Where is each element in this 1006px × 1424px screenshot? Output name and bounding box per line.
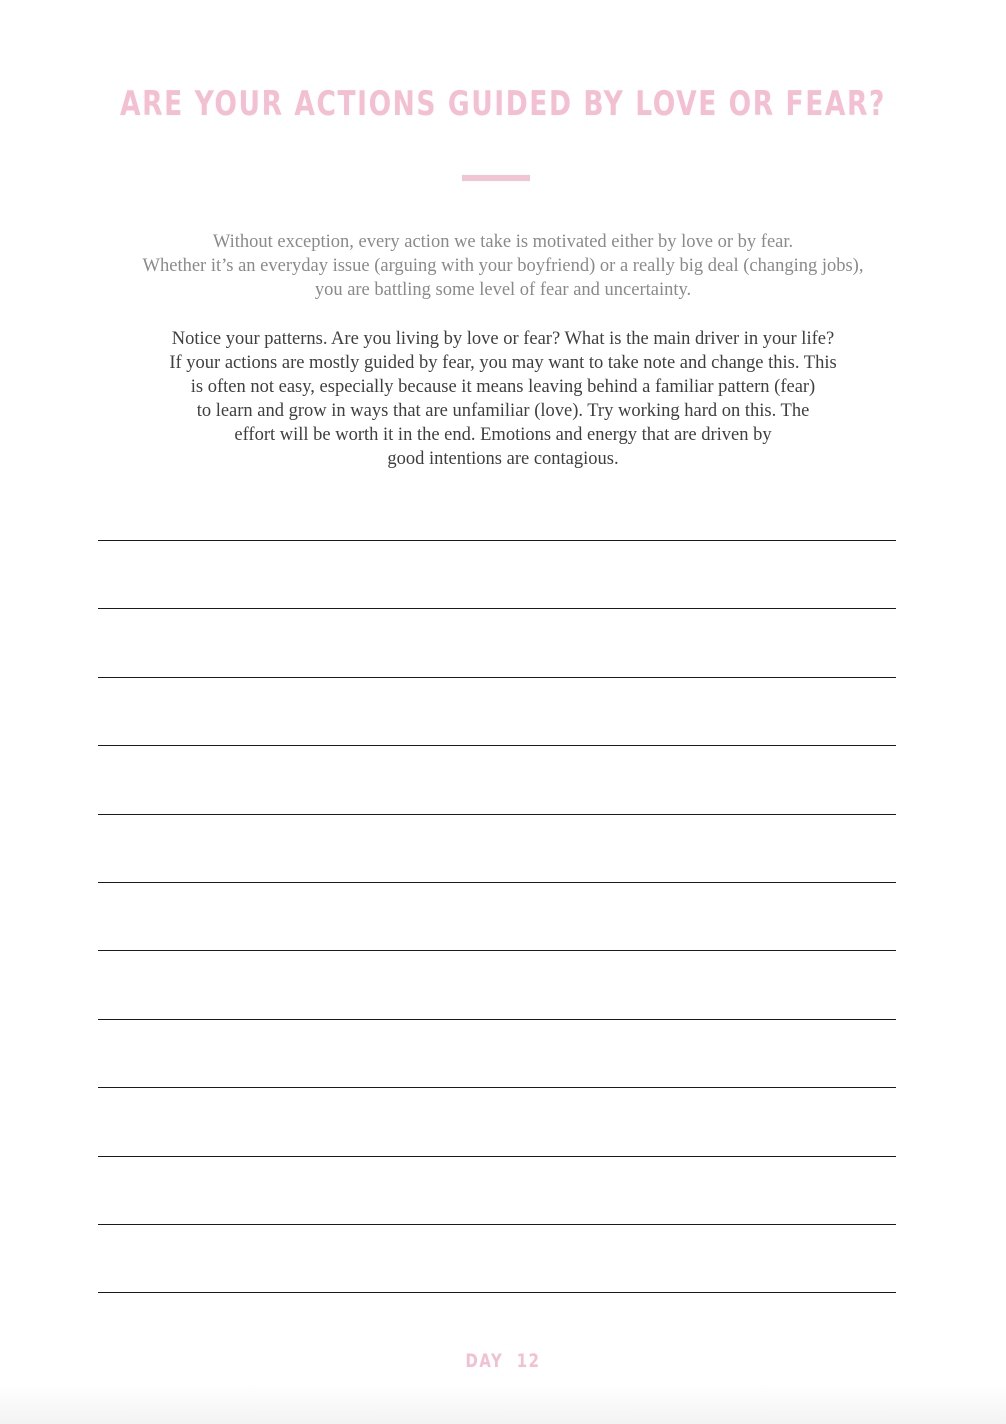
writing-line[interactable] [98, 1156, 896, 1157]
title-underline-divider [462, 175, 530, 181]
body-line: Notice your patterns. Are you living by love or fear? What is the main driver in your life? [171, 329, 835, 349]
intro-line: you are battling some level of fear and uncertainty. [314, 280, 692, 300]
writing-line[interactable] [98, 1019, 896, 1020]
writing-line[interactable] [98, 814, 896, 815]
day-label: DAY [465, 1350, 504, 1372]
body-line: to learn and grow in ways that are unfamiliar (love). Try working hard on this. The [196, 401, 810, 421]
intro-line: Without exception, every action we take is motivated either by love or by fear. [212, 232, 794, 252]
writing-line[interactable] [98, 677, 896, 678]
day-number: 12 [516, 1350, 541, 1372]
writing-line[interactable] [98, 1292, 896, 1293]
body-paragraph [103, 327, 903, 471]
writing-line[interactable] [98, 1087, 896, 1088]
writing-line[interactable] [98, 882, 896, 883]
writing-line[interactable] [98, 950, 896, 951]
body-line: good intentions are contagious. [387, 449, 619, 469]
day-footer [111, 1350, 896, 1372]
body-line: is often not easy, especially because it means leaving behind a familiar pattern (fear) [190, 377, 816, 397]
writing-line[interactable] [98, 608, 896, 609]
body-line: effort will be worth it in the end. Emotions and energy that are driven by [234, 425, 772, 445]
writing-line[interactable] [98, 540, 896, 541]
writing-line[interactable] [98, 745, 896, 746]
page-title: ARE YOUR ACTIONS GUIDED BY LOVE OR FEAR? [120, 84, 886, 124]
page-bottom-shade [0, 1384, 1006, 1424]
writing-line[interactable] [98, 1224, 896, 1225]
intro-paragraph [103, 230, 903, 302]
intro-line: Whether it’s an everyday issue (arguing with your boyfriend) or a really big deal (changing jobs), [142, 256, 864, 276]
body-line: If your actions are mostly guided by fear, you may want to take note and change this. This [169, 353, 837, 373]
